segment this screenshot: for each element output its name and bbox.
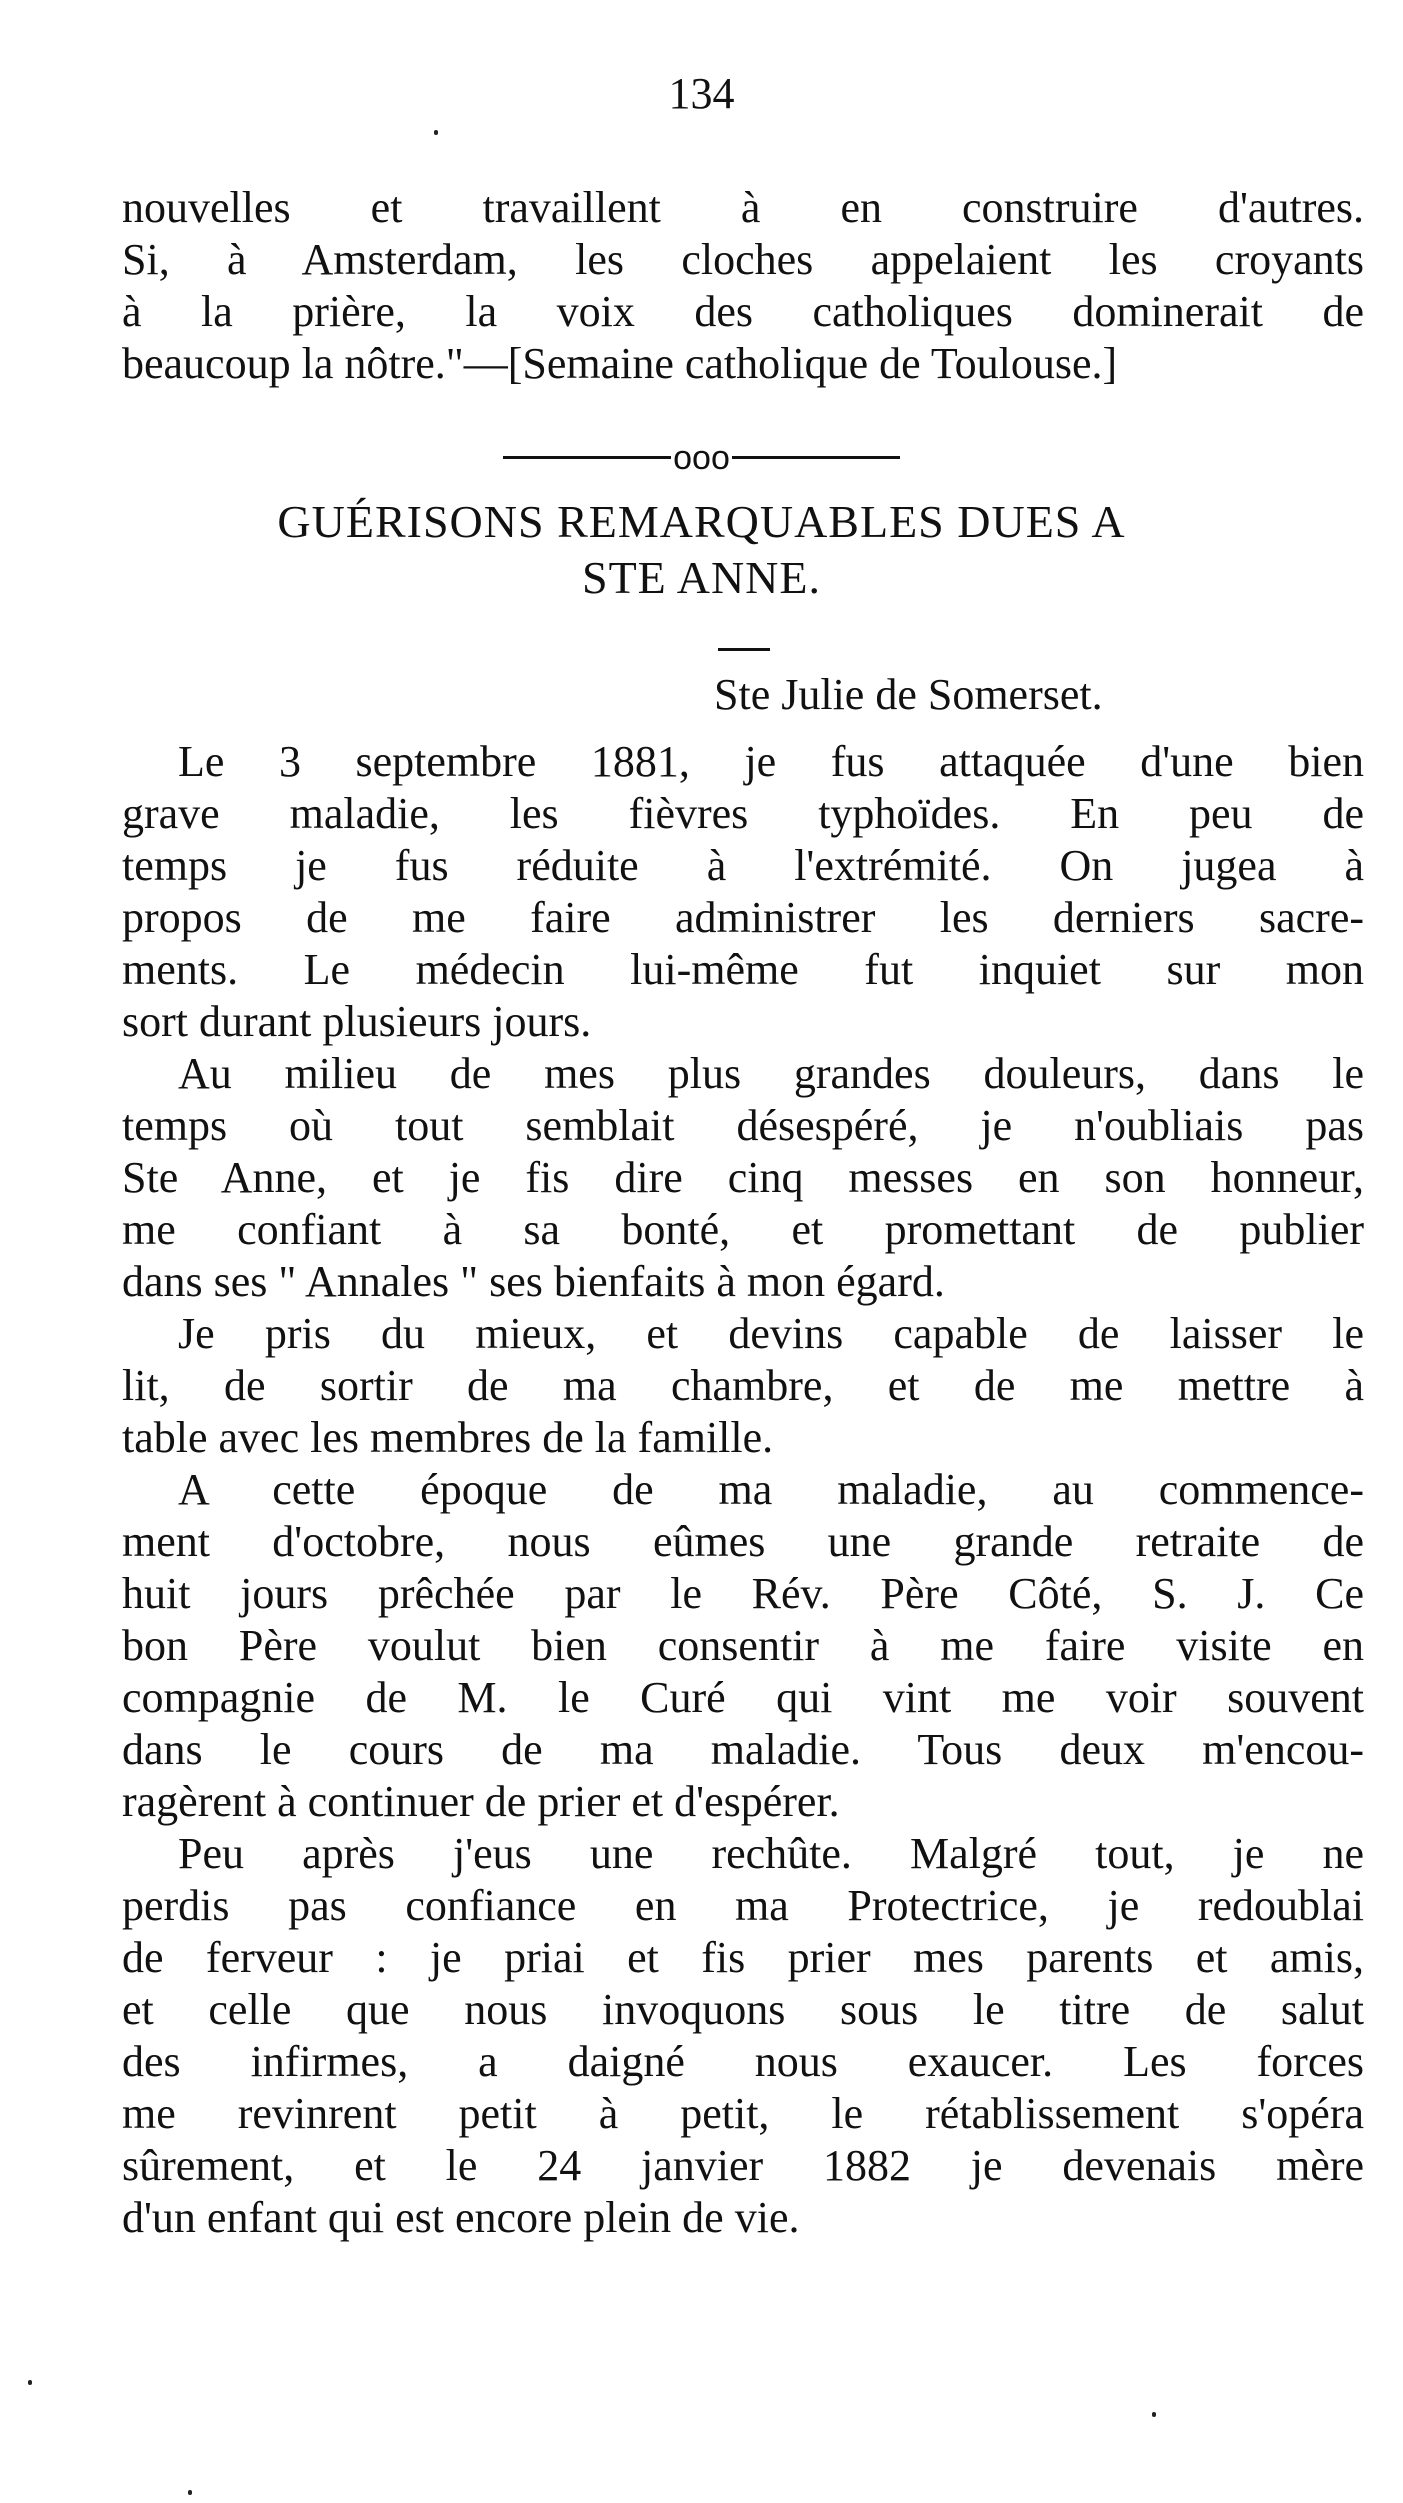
body-line: Peu après j'eus une rechûte. Malgré tout, je ne [178,1829,1364,1878]
scan-speck [188,2490,192,2495]
body-line: temps où tout semblait désespéré, je n'oubliais pas [122,1101,1364,1150]
body-line: sûrement, et le 24 janvier 1882 je devenais mère [122,2141,1364,2190]
body-line: Je pris du mieux, et devins capable de laisser le [178,1309,1364,1358]
article-body [122,736,1364,2244]
intro-line: beaucoup la nôtre."—[Semaine catholique de Toulouse.] [122,339,1118,388]
body-line: ment d'octobre, nous eûmes une grande retraite de [122,1517,1364,1566]
body-line: me revinrent petit à petit, le rétablissement s'opéra [122,2089,1364,2138]
separator-rule-right [732,456,900,459]
scan-speck [28,2380,32,2385]
separator-rule-left [503,456,671,459]
body-line: lit, de sortir de ma chambre, et de me mettre à [122,1361,1364,1410]
section-separator [0,436,1403,476]
heading-dash [718,648,770,651]
scan-speck [434,130,438,135]
body-line: table avec les membres de la famille. [122,1413,774,1462]
heading-line: STE ANNE. [582,552,821,603]
body-line: dans le cours de ma maladie. Tous deux m'encou- [122,1725,1364,1774]
scan-speck [1152,2412,1156,2417]
body-line: bon Père voulut bien consentir à me faire visite en [122,1621,1364,1670]
body-line: me confiant à sa bonté, et promettant de publier [122,1205,1364,1254]
body-line: ments. Le médecin lui-même fut inquiet sur mon [122,945,1364,994]
body-line: ragèrent à continuer de prier et d'espérer. [122,1777,840,1826]
page-number: 134 [668,69,735,118]
body-line: perdis pas confiance en ma Protectrice, je redoublai [122,1881,1364,1930]
intro-paragraph [122,182,1364,390]
heading-line: GUÉRISONS REMARQUABLES DUES A [277,496,1126,547]
body-line: grave maladie, les fièvres typhoïdes. En peu de [122,789,1364,838]
body-line: compagnie de M. le Curé qui vint me voir souvent [122,1673,1364,1722]
body-line: propos de me faire administrer les derniers sacre- [122,893,1364,942]
body-line: sort durant plusieurs jours. [122,997,592,1046]
body-line: et celle que nous invoquons sous le titre de salut [122,1985,1364,2034]
body-line: A cette époque de ma maladie, au commence- [178,1465,1364,1514]
body-line: dans ses " Annales " ses bienfaits à mon égard. [122,1257,945,1306]
article-heading [0,494,1403,606]
testimony-signature: Ste Julie de Somerset. [714,670,1103,719]
intro-line: à la prière, la voix des catholiques dominerait de [122,287,1364,336]
body-line: Ste Anne, et je fis dire cinq messes en son honneur, [122,1153,1364,1202]
separator-ornament: ooo [673,438,730,477]
intro-line: nouvelles et travaillent à en construire d'autres. [122,183,1364,232]
body-line: d'un enfant qui est encore plein de vie. [122,2193,800,2242]
body-line: Le 3 septembre 1881, je fus attaquée d'une bien [178,737,1364,786]
body-line: temps je fus réduite à l'extrémité. On jugea à [122,841,1364,890]
body-line: Au milieu de mes plus grandes douleurs, dans le [178,1049,1364,1098]
body-line: huit jours prêchée par le Rév. Père Côté, S. J. Ce [122,1569,1364,1618]
intro-line: Si, à Amsterdam, les cloches appelaient les croyants [122,235,1364,284]
body-line: des infirmes, a daigné nous exaucer. Les forces [122,2037,1364,2086]
body-line: de ferveur : je priai et fis prier mes parents et amis, [122,1933,1364,1982]
